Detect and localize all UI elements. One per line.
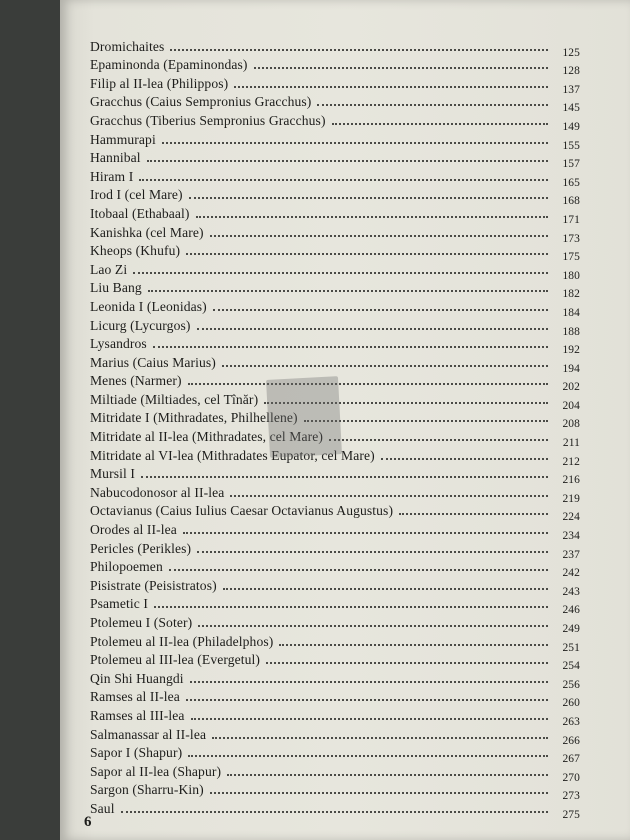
dot-leader [169,569,548,571]
entry-name: Marius (Caius Marius) [90,354,216,370]
entry-name: Sapor I (Shapur) [90,745,183,761]
toc-entry [90,129,580,152]
entry-page-number: 180 [562,269,580,282]
dot-leader [190,681,548,683]
entry-name: Psametic I [90,596,149,612]
toc-entry [90,575,580,598]
entry-name: Dromichaites [90,38,165,54]
entry-page-number: 157 [562,158,580,171]
dot-leader [212,737,548,739]
entry-name: Ramses al III-lea [90,707,185,723]
entry-name: Qin Shi Huangdi [90,670,184,686]
entry-name: Licurg (Lycurgos) [90,317,191,333]
entry-name: Itobaal (Ethabaal) [90,205,190,221]
entry-page-number: 243 [562,585,580,598]
toc-entry [90,166,580,189]
toc-entry [90,203,580,226]
dot-leader [133,272,548,274]
dot-leader [147,160,548,162]
toc-entry [90,185,580,208]
entry-name: Hannibal [90,150,141,166]
dot-leader [148,290,548,292]
entry-page-number: 168 [562,195,580,208]
toc-entry [90,482,580,505]
dot-leader [332,123,548,125]
entry-name: Mitridate al VI-lea (Mithradates Eupator, cel Mare) [90,447,375,463]
entry-name: Ptolemeu al II-lea (Philadelphos) [90,633,274,649]
entry-name: Nabucodonosor al II-lea [90,484,225,500]
entry-name: Gracchus (Caius Sempronius Gracchus) [90,94,312,110]
entry-name: Kheops (Khufu) [90,243,181,259]
entry-name: Miltiade (Miltiades, cel Tînăr) [90,391,259,407]
entry-name: Ptolemeu I (Soter) [90,615,193,630]
dot-leader [210,235,548,237]
entry-page-number: 212 [562,455,580,468]
toc-entry [90,798,580,821]
entry-name: Philopoemen [90,559,163,575]
entry-page-number: 266 [562,734,580,747]
dot-leader [399,513,548,515]
entry-page-number: 208 [562,418,580,431]
toc-entry [90,73,580,96]
toc-entry [90,241,580,264]
toc-entry [90,594,580,617]
entry-name: Pisistrate (Peisistratos) [90,577,217,593]
toc-entry [90,705,580,728]
entry-page-number: 137 [562,83,580,96]
toc-entry [90,687,580,710]
entry-page-number: 182 [562,288,580,301]
entry-page-number: 267 [562,753,580,766]
entry-page-number: 171 [562,213,580,226]
dot-leader [279,644,548,646]
dot-leader [154,606,548,608]
dot-leader [223,588,548,590]
dot-leader [227,774,548,776]
dot-leader [191,718,548,720]
toc-entry [90,36,580,59]
entry-name: Irod I (cel Mare) [90,187,183,203]
entry-name: Epaminonda (Epaminondas) [90,57,248,73]
dot-leader [230,495,548,497]
dot-leader [189,197,548,199]
dot-leader [183,532,548,534]
dot-leader [317,104,548,106]
toc-entry [90,724,580,747]
dot-leader [197,328,549,330]
entry-name: Leonida I (Leonidas) [90,298,207,314]
dot-leader [196,216,548,218]
dot-leader [213,309,548,311]
entry-page-number: 202 [562,381,580,394]
toc-entry [90,92,580,115]
entry-name: Lysandros [90,336,147,352]
entry-page-number: 275 [562,808,580,821]
dot-leader [188,755,548,757]
toc-entry [90,538,580,561]
entry-page-number: 216 [562,474,580,487]
entry-name: Mursil I [90,466,135,482]
toc-entry [90,464,580,487]
dot-leader [197,551,548,553]
page-number: 6 [84,814,92,830]
dot-leader [141,476,548,478]
entry-name: Hiram I [90,168,134,184]
dot-leader [381,458,548,460]
entry-page-number: 263 [562,715,580,728]
entry-page-number: 128 [562,65,580,78]
entry-name: Menes (Narmer) [90,373,182,389]
toc-entry [90,743,580,766]
watermark-logo [266,376,342,458]
dot-leader [186,699,548,701]
toc-entry [90,259,580,282]
entry-page-number: 173 [562,232,580,245]
toc-entry [90,519,580,543]
entry-page-number: 254 [562,660,580,673]
entry-name: Mitridate al II-lea (Mithradates, cel Mare) [90,429,324,445]
entry-name: Hammurapi [90,131,156,147]
entry-name: Liu Bang [90,280,142,296]
dot-leader [210,792,548,794]
entry-page-number: 145 [562,102,580,115]
entry-page-number: 175 [562,251,580,264]
entry-name: Lao Zi [90,261,128,277]
toc-entry [90,148,580,171]
entry-page-number: 219 [562,492,580,505]
toc-entry [90,352,580,375]
entry-page-number: 260 [562,697,580,710]
entry-page-number: 184 [562,306,580,319]
entry-name: Kanishka (cel Mare) [90,224,204,240]
toc-entry [90,668,580,691]
entry-page-number: 125 [562,46,580,59]
entry-page-number: 149 [562,120,580,133]
dot-leader [234,86,548,88]
toc-entry [90,55,580,78]
toc-entry [90,278,580,301]
dot-leader [329,439,548,441]
entry-name: Sapor al II-lea (Shapur) [90,763,222,779]
toc-entry [90,780,580,803]
toc-entry [90,631,580,654]
entry-name: Ptolemeu al III-lea (Evergetul) [90,652,261,668]
entry-name: Sargon (Sharru-Kin) [90,782,204,798]
entry-name: Gracchus (Tiberius Sempronius Gracchus) [90,112,326,128]
toc-entry [90,761,580,784]
entry-page-number: 237 [562,548,580,561]
entry-page-number: 224 [562,511,580,524]
entry-name: Orodes al II-lea [90,522,177,538]
dot-leader [254,67,548,69]
entry-name: Octavianus (Caius Iulius Caesar Octavianus Augustus) [90,503,394,519]
entry-page-number: 273 [562,790,580,803]
entry-name: Ramses al II-lea [90,689,180,705]
entry-page-number: 211 [562,437,580,450]
entry-name: Filip al II-lea (Philippos) [90,75,229,91]
dot-leader [198,625,548,627]
dot-leader [266,662,548,664]
dot-leader [139,179,548,181]
entry-page-number: 155 [562,139,580,152]
toc-entry [90,501,580,524]
entry-page-number: 251 [562,641,580,654]
toc-entry [90,612,580,635]
toc-entry [90,315,580,338]
entry-page-number: 204 [562,399,580,412]
entry-name: Mitridate I (Mithradates, Philhellene) [90,410,298,426]
dot-leader [153,346,548,348]
entry-page-number: 192 [562,344,580,357]
toc-entry [90,296,580,319]
toc-entry [90,110,580,133]
dot-leader [121,811,548,813]
book-page [60,0,630,840]
entry-page-number: 246 [562,604,580,617]
dot-leader [222,365,548,367]
entry-page-number: 270 [562,771,580,784]
entry-page-number: 234 [562,530,580,543]
entry-page-number: 194 [562,362,580,375]
toc-entry [90,222,580,245]
entry-name: Saul [90,800,115,816]
dot-leader [170,49,548,51]
entry-page-number: 165 [562,176,580,189]
dot-leader [188,383,548,385]
toc-entry [90,557,580,580]
entry-page-number: 256 [562,678,580,691]
toc-entry [90,334,580,357]
entry-page-number: 188 [562,325,580,338]
entry-name: Pericles (Perikles) [90,540,192,556]
dot-leader [162,142,548,144]
entry-name: Salmanassar al II-lea [90,726,207,742]
toc-entry [90,650,580,673]
entry-page-number: 242 [562,567,580,580]
entry-page-number: 249 [562,623,580,635]
dot-leader [186,253,548,255]
